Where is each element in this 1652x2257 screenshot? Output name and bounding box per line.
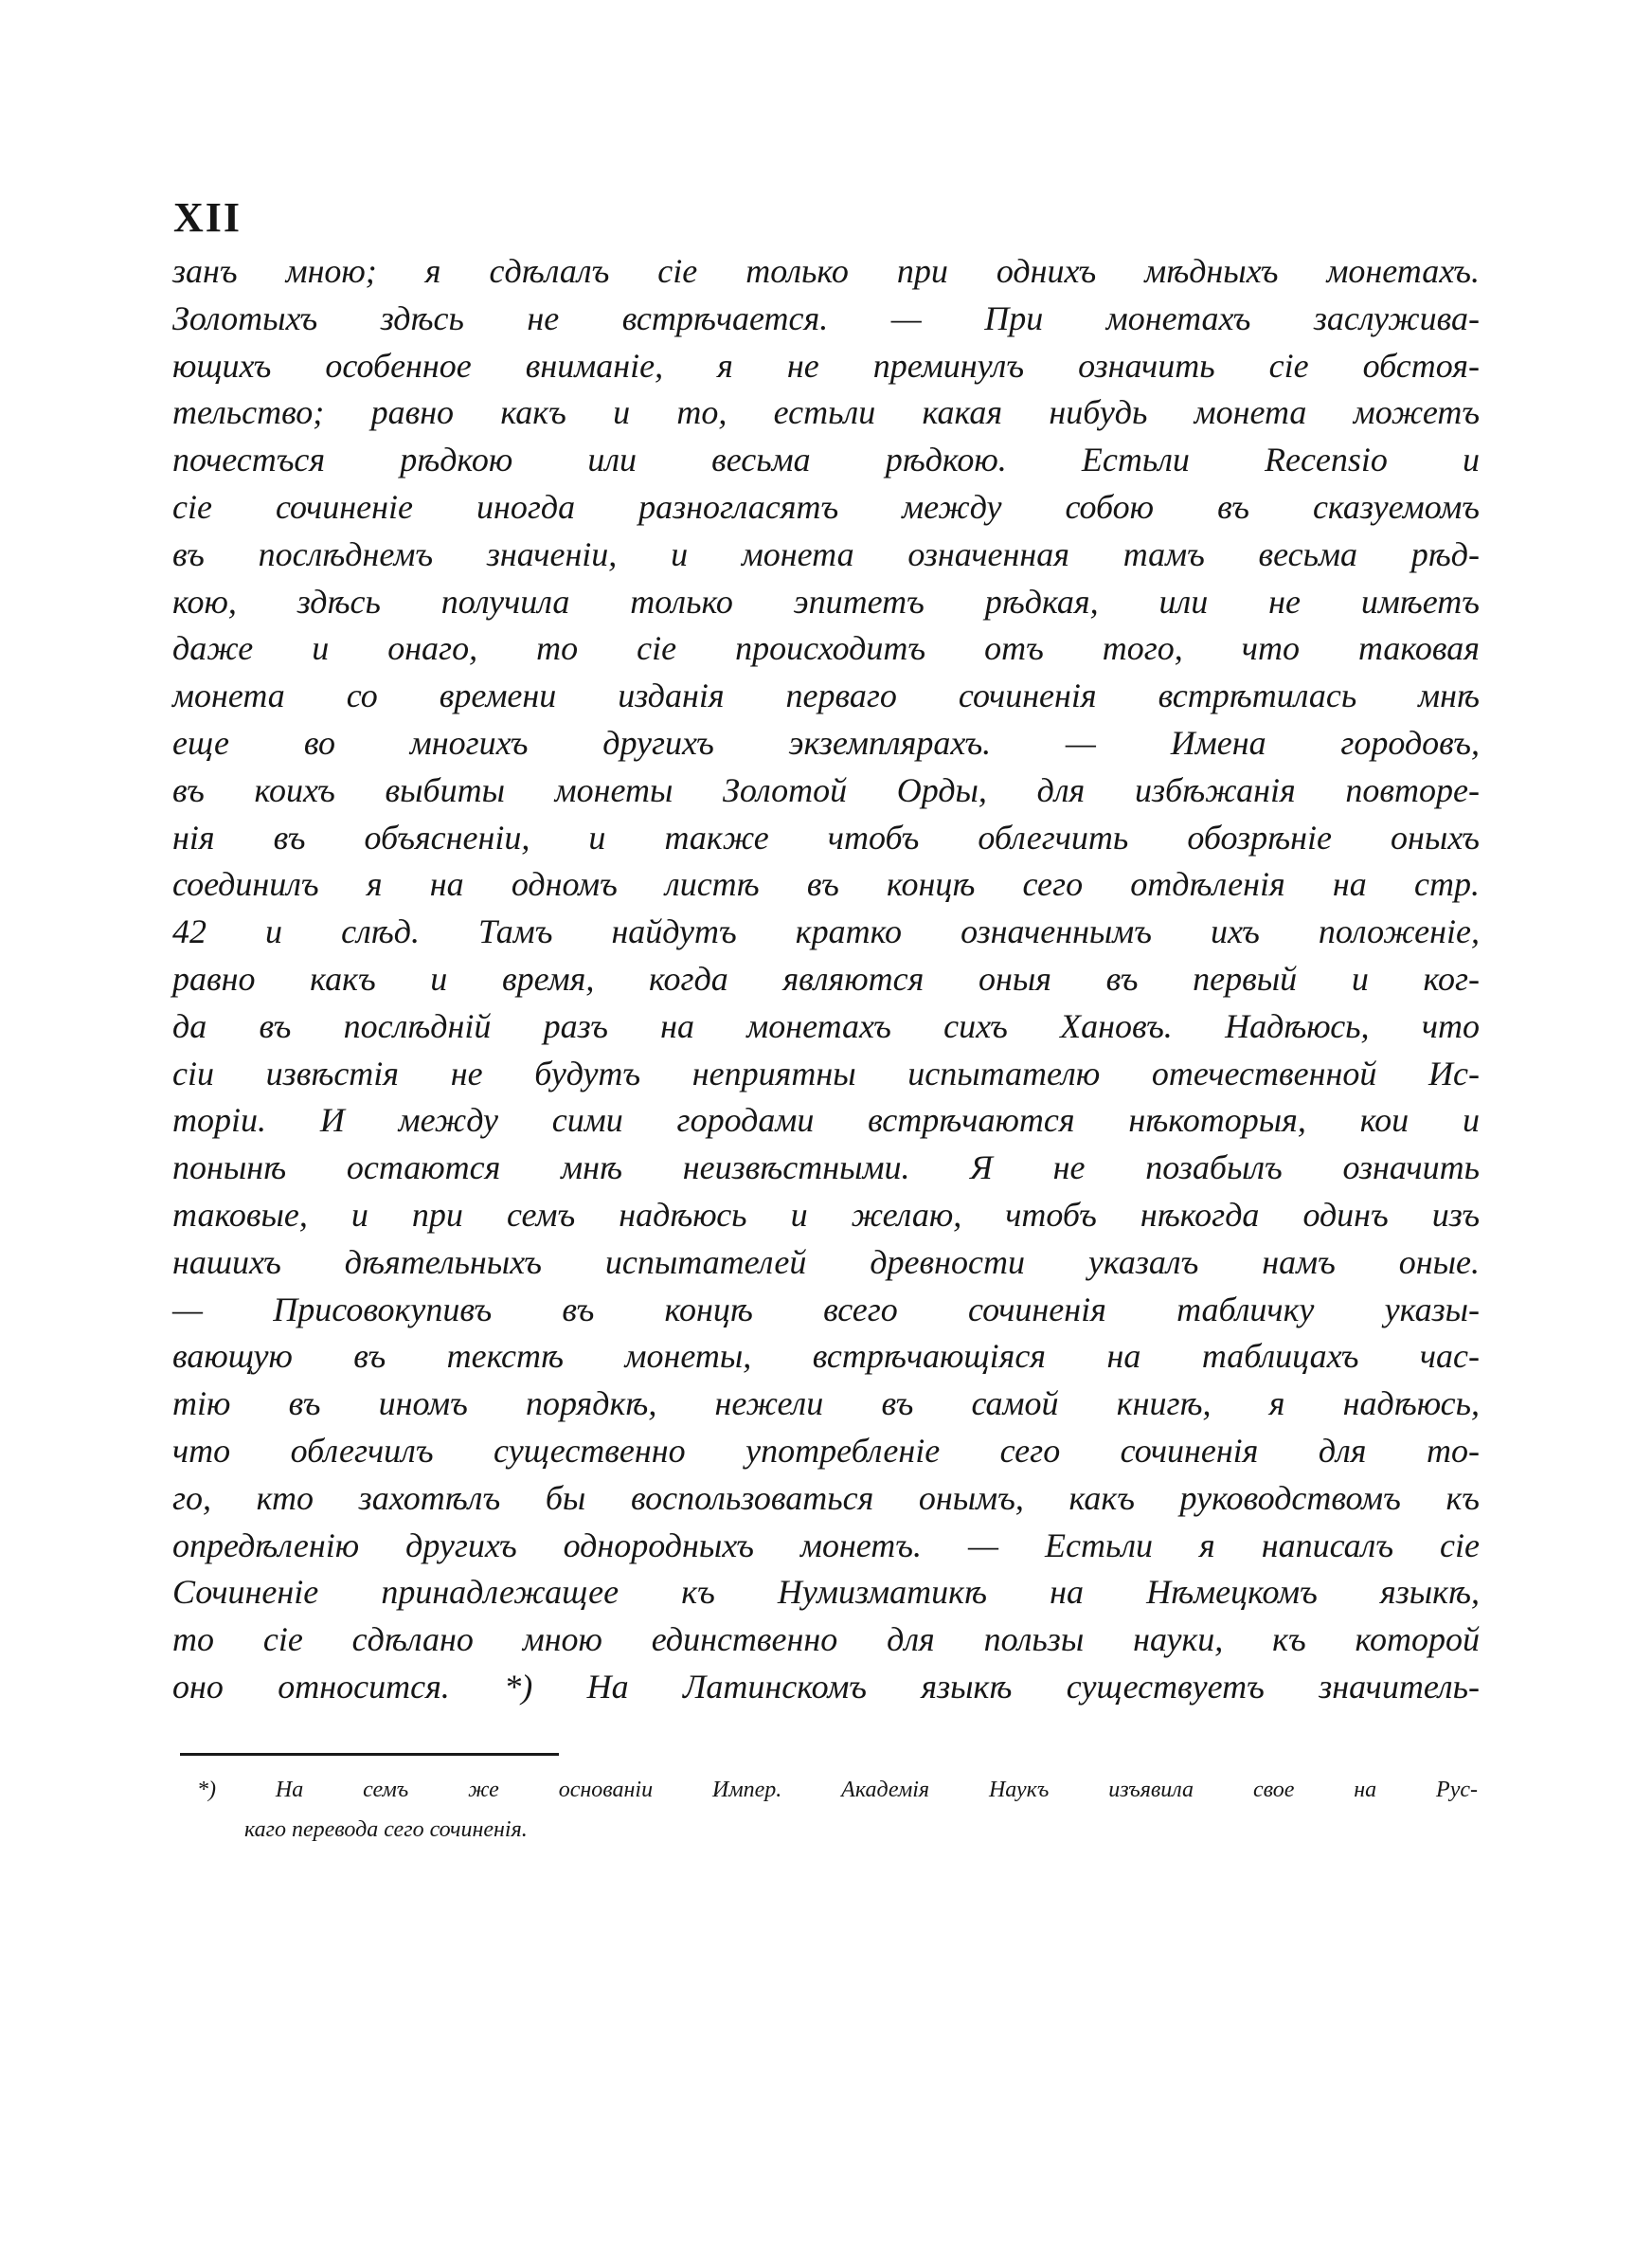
text-line: тельство; равно какъ и то, естьли какая нибудь монета можетъ (172, 393, 1480, 432)
text-line: ющихъ особенное вниманіе, я не преминулъ означить сіе обстоя- (172, 346, 1480, 385)
text-line: вающую въ текстѣ монеты, встрѣчающіяся на таблицахъ час- (172, 1337, 1480, 1376)
footnote-line: *) На семъ же основаніи Импер. Академія Наукъ изъявила свое на Рус- (197, 1778, 1478, 1802)
text-line: таковые, и при семъ надѣюсь и желаю, чтобъ нѣкогда одинъ изъ (172, 1195, 1480, 1234)
text-line: Сочиненіе принадлежащее къ Нумизматикѣ на Нѣмецкомъ языкѣ, (172, 1573, 1480, 1612)
text-line: соединилъ я на одномъ листѣ въ концѣ сего отдѣленія на стр. (172, 865, 1480, 904)
text-line: нашихъ дѣятельныхъ испытателей древности указалъ намъ оные. (172, 1242, 1480, 1281)
text-line: торіи. И между сими городами встрѣчаются нѣкоторыя, кои и (172, 1101, 1480, 1140)
footnote (197, 1770, 1478, 1850)
text-line: въ послѣднемъ значеніи, и монета означенная тамъ весьма рѣд- (172, 534, 1480, 573)
text-line: равно какъ и время, когда являются оныя въ первый и ког- (172, 959, 1480, 998)
text-line: понынѣ остаются мнѣ неизвѣстными. Я не позабылъ означить (172, 1148, 1480, 1187)
text-line: монета со времени изданія первагo сочиненія встрѣтилась мнѣ (172, 677, 1480, 715)
text-line: даже и онаго, то сіе происходитъ отъ того, что таковая (172, 629, 1480, 668)
page-number: XII (173, 194, 242, 241)
text-line: что облегчилъ существенно употребленіе сего сочиненія для то- (172, 1431, 1480, 1470)
text-line: го, кто захотѣлъ бы воспользоваться онымъ, какъ руководствомъ къ (172, 1478, 1480, 1517)
text-line: почестъся рѣдкою или весьма рѣдкою. Естьли Recensio и (172, 441, 1480, 479)
text-line: да въ послѣдній разъ на монетахъ сихъ Хановъ. Надѣюсь, что (172, 1006, 1480, 1045)
text-line: нія въ объясненіи, и также чтобъ облегчить обозрѣніе оныхъ (172, 818, 1480, 857)
text-line: оно относится. *) На Латинскомъ языкѣ существуетъ значитель- (172, 1667, 1480, 1706)
text-line: сіе сочиненіе иногда разногласятъ между собою въ сказуемомъ (172, 487, 1480, 526)
footnote-divider (180, 1753, 559, 1756)
text-line: въ коихъ выбиты монеты Золотой Орды, для избѣжанія повторе- (172, 770, 1480, 809)
text-line: 42 и слѣд. Тамъ найдутъ кратко означеннымъ ихъ положеніе, (172, 912, 1480, 951)
text-line: Золотыхъ здѣсь не встрѣчается. — При монетахъ заслужива- (172, 298, 1480, 337)
footnote-line: каго перевода сего сочиненія. (244, 1817, 528, 1842)
text-line: то сіе сдѣлано мною единственно для пользы науки, къ которой (172, 1620, 1480, 1659)
text-line: опредѣленію другихъ однородныхъ монетъ. — Естьли я написалъ сіе (172, 1526, 1480, 1564)
text-line: тію въ иномъ порядкѣ, нежели въ самой книгѣ, я надѣюсь, (172, 1384, 1480, 1423)
text-line: занъ мною; я сдѣлалъ сіе только при однихъ мѣдныхъ монетахъ. (172, 252, 1480, 290)
text-line: еще во многихъ другихъ экземплярахъ. — Имена городовъ, (172, 723, 1480, 762)
text-line: кою, здѣсь получила только эпитетъ рѣдкая, или не имѣетъ (172, 582, 1480, 621)
text-line: — Присовокупивъ въ концѣ всего сочиненія табличку указы- (172, 1290, 1480, 1328)
text-line: сіи извѣстія не будутъ неприятны испытателю отечественной Ис- (172, 1054, 1480, 1092)
body-text (172, 248, 1480, 1711)
